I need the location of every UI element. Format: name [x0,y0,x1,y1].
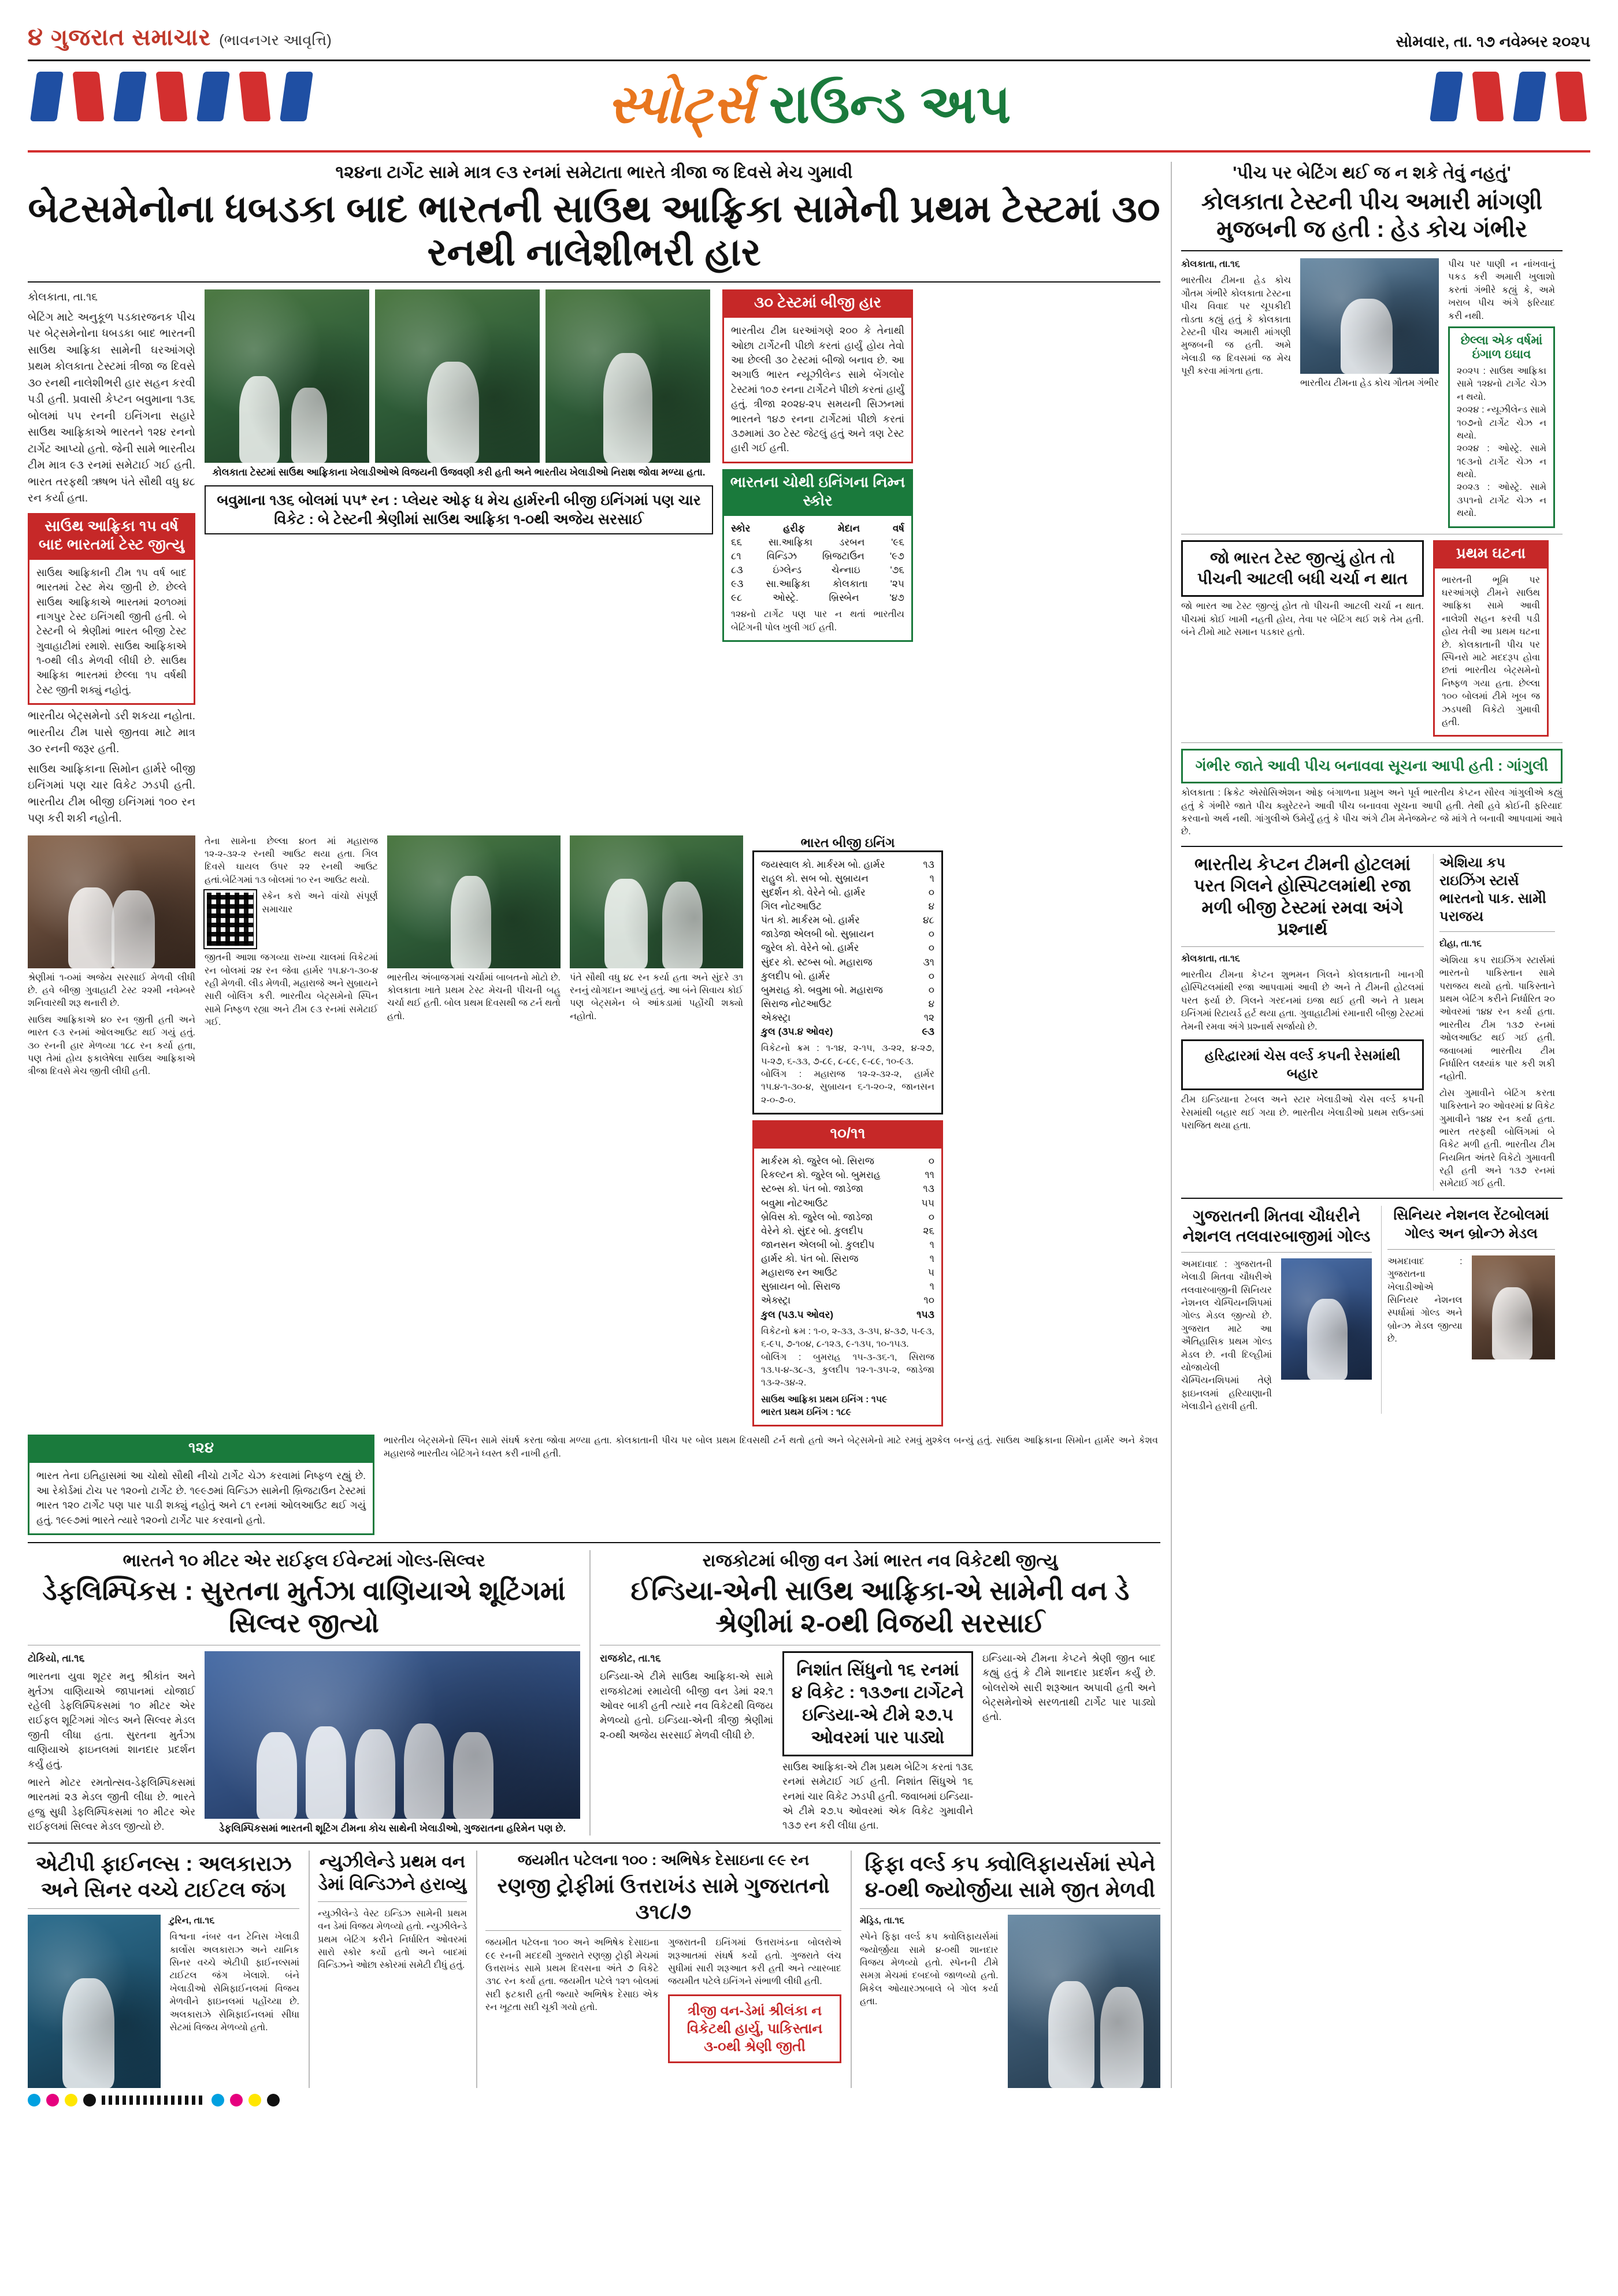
nz-body: ન્યુઝીલેન્ડે વેસ્ટ ઇન્ડિઝ સામેની પ્રથમ વન ડેમાં વિજય મેળવ્યો હતો. ન્યુઝીલેન્ડે પ્રથમ બેટિંગ કરીને નિર્ધારિત ઓવરમાં સારો સ્કોર કર્યો હતો અને બાદમાં વિન્ડિઝને ઓછા સ્કોરમાં સમેટી દીધું હતું. [318,1908,467,1971]
right-column [1171,162,1563,2088]
scorecard-row: ગિલ નોટઆઉટ ૪ [761,901,934,912]
scorecard-row: જાડેજા એલબી બો. સુબ્રાયન ૦ [761,928,934,940]
lead-photo-caption-2: કોલકાતા ટેસ્ટમાં સાઉથ આફ્રિકાના ખેલાડીઓએ વિજયની ઉજવણી કરી હતી અને ભારતીય ખેલાડીઓ નિરાશ જોવા મળ્યા હતા. [212,467,706,478]
lead-dateline: કોલકાતા, તા.૧૬ [28,291,98,304]
table-header-row [731,522,904,536]
photo-fencer [1281,1258,1372,1380]
lead-photo-pitch-col [387,835,561,1427]
page-content [28,162,1590,2088]
lead-story [28,162,1160,1535]
banner-word-roundup: રાઉન્ડ અપ [769,75,1011,134]
sindhu-box [782,1651,973,1756]
india-bowling: બોલિંગ : મહારાજ ૧૨-૨-૩૨-૨, હાર્મર ૧૫.૪-૧-૩૦-૪, સુબ્રાયન ૬-૧-૨૦-૨, જાનસન ૨-૦-૭-૦. [761,1069,934,1105]
date-line: સોમવાર, તા. ૧૭ નવેમ્બર ૨૦૨૫ [1396,33,1590,50]
scorecard-row: જાનસન એલબી બો. કુલદીપ ૧ [761,1239,934,1250]
rajkot-dateline: રાજકોટ, તા.૧૬ [600,1652,661,1664]
col-venue: મેદાન [837,522,860,534]
senior-body: અમદાવાદ : ગુજરાતના ખેલાડીઓએ સિનિયર નેશનલ સ્પર્ધામાં ગોલ્ડ અને બ્રોન્ઝ મેડલ જીત્યા છે. [1387,1256,1463,1344]
india-second-innings-card [752,850,943,1115]
score-box [722,316,913,463]
gill-headline: ભારતીય કેપ્ટન ટીમની હોટલમાં પરત ગિલને હોસ્પિટલમાંથી રજા મળી બીજી ટેસ્ટમાં રમવા અંગે પ્રશ્નાર્થ [1193,855,1412,939]
ganguly-body: કોલકાતા : ક્રિકેટ એસોસિએશન ઓફ બંગાળના પ્રમુખ અને પૂર્વ ભારતીય કેપ્ટન સૌરવ ગાંગુલીએ કહ્યું હતું કે ગંભીરે જાતે પીચ ક્યુરેટરને આવી પીચ બનાવવા સૂચના આપી હતી. તેથી હવે કોઈની ફરિયાદ કરવાનો અર્થ નથી. ગાંગુલીએ ઉમેર્યું હતું કે પીચ અંગે ટીમ મેનેજમેન્ટ જે માંગે તે બનાવી આપવામાં આવે છે. [1181,788,1563,837]
paper-name: ગુજરાત સમાચાર [51,25,211,50]
india-fow: વિકેટનો ક્રમ : ૧-૧૪, ૨-૧૫, ૩-૨૨, ૪-૨૭, ૫-૨૭, ૬-૩૩, ૭-૮૯, ૮-૮૯, ૯-૮૯, ૧૦-૯૩. [761,1043,934,1067]
chess-box [1181,1039,1424,1090]
sa-win-box [28,558,195,705]
rajkot-body: ઇન્ડિયા-એ ટીમે સાઉથ આફ્રિકા-એ સામે રાજકોટમાં રમાયેલી બીજી વન ડેમાં ૨૨.૧ ઓવર બાકી હતી ત્યારે નવ વિકેટથી વિજય મેળવ્યો હતો. ઇન્ડિયા-એની ત્રીજી શ્રેણીમાં ૨-૦થી અજેય સરસાઈ મેળવી લીધી છે. [600,1670,773,1741]
lead-score-col [722,289,913,827]
ganguly-headline: ગંભીર જાતે આવી પીચ બનાવવા સૂચના આપી હતી : ગાંગુલી [1195,757,1549,775]
athlete-icon [1472,72,1504,121]
ranji-body-extra: ગુજરાતની ઇનિંગમાં ઉત્તરાખંડના બોલરોએ શરૂઆતમાં સંઘર્ષ કર્યો હતો. ગુજરાતે લંચ સુધીમાં સારી શરૂઆત કરી હતી અને ત્યારબાદ જયમીત પટેલે ઇનિંગને સંભાળી લીધી હતી. [668,1938,841,1987]
nz-story [309,1851,467,2088]
last-year-row: ૨૦૨૫ : સાઉથ આફ્રિકા સામે ૧૨૪નો ટાર્ગેટ ચેઝ ન થયો. [1457,366,1546,402]
pitch-dateline: કોલકાતા, તા.૧૬ [1181,259,1240,269]
score-box-body: ભારતીય ટીમ ઘરઆંગણે ૨૦૦ કે તેનાથી ઓછા ટાર્ગેટની પીછો કરતાં હાર્યું હોય તેવો આ છેલ્લી ૩૦ ટેસ્ટમાં બીજો બનાવ છે. આ અગાઉ ભારત ન્યૂઝીલેન્ડ સામે બેંગલોર ટેસ્ટમાં ૧૦૭ રનના ટાર્ગેટને પીછો કરતાં હાર્યું હતું. ત્રીજા ૨૦૨૪-૨૫ સમયની સિઝનમાં ભારતને ૧૪૭ રનના ટાર્ગેટમાં પીછો કરતાં ૩૭મામાં ૩૦ ટેસ્ટ જેટલું હતું અને ત્રણ ટેસ્ટ હારી ગઈ હતી. [731,325,904,454]
fencing-row [1181,1206,1563,1414]
pitch-headline: કોલકાતા ટેસ્ટની પીચ અમારી માંગણી મુજબની જ હતી : હેડ કોચ ગંભીર [1201,189,1543,242]
masthead-left [28,23,332,51]
atp-dateline: ટુરિન, તા.૧૬ [169,1915,215,1926]
score-box-title: ૩૦ ટેસ્ટમાં બીજી હાર [722,289,913,316]
scorecard-row: બુમરાહ કો. બવુમા બો. મહારાજ ૦ [761,984,934,995]
athlete-icon [196,72,230,121]
col-opponent: હરીફ [783,522,806,534]
ranji-kicker: જયમીત પટેલના ૧૦૦ : અભિષેક દેસાઇના ૯૯ રન [517,1851,810,1868]
if-won-headline: જો ભારત ટેસ્ટ જીત્યું હોત તો પીચની આટલી બધી ચર્ચા ન થાત [1197,548,1408,588]
lead-body-1: બેટિંગ માટે અનુકૂળ પડકારજનક પીચ પર બેટ્સમેનોના ધબડકા બાદ ભારતની સાઉથ આફ્રિકા સામેની ઘરઆંગણે પ્રથમ કોલકાતા ટેસ્ટમાં ત્રીજા જ દિવસે ૩૦ રનથી નાલેશીભરી હાર સહન કરવી પડી હતી. પ્રવાસી કેપ્ટન બવુમાના ૧૩૬ બોલમાં ૫૫ રનની ઇનિંગના સહારે સાઉથ આફ્રિકાએ ભારતને ૧૨૪ રનનો ટાર્ગેટ આપ્યો હતો. જેની સામે ભારતીય ટીમ માત્ર ૯૩ રનમાં સમેટાઈ ગઈ હતી. ભારત તરફથી ઋષભ પંતે સૌથી વધુ ૪૮ રન કર્યા હતા. [28,311,195,505]
fencing-story [1181,1206,1372,1414]
ganguly-box [1181,749,1563,783]
fifa-body: સ્પેને ફિફા વર્લ્ડ કપ ક્વોલિફાયર્સમાં જ્યોર્જીયા સામે ૪-૦થી શાનદાર વિજય મેળવ્યો હતો. સ્પેનની ટીમે સમગ્ર મેચમાં દબદબો જાળવ્યો હતો. મિકેલ ઓયારઝાબાલે બે ગોલ કર્યા હતા. [860,1932,999,2007]
prathm-ghatna-box [1433,567,1549,737]
asia-body: એશિયા કપ રાઇઝિંગ સ્ટાર્સમાં ભારતનો પાકિસ્તાન સામે પરાજય થયો હતો. પાકિસ્તાને પ્રથમ બેટિંગ કરીને નિર્ધારિત ૨૦ ઓવરમાં ૧૪૪ રન કર્યા હતા. ભારતીય ટીમ ૧૩૭ રનમાં ઓલઆઉટ થઈ ગઈ હતી. જવાબમાં ભારતીય ટીમ નિર્ધારિત લક્ષ્યાંક પાર કરી શકી નહોતી. [1439,955,1555,1082]
ranji-body: જયમીત પટેલના ૧૦૦ અને અભિષેક દેસાઇના ૯૯ રનની મદદથી ગુજરાતે રણજી ટ્રોફી મેચમાં ઉત્તરાખંડ સામે પ્રથમ દિવસના અંતે ૭ વિકેટે ૩૧૮ રન કર્યા હતા. જયમીત પટેલે ૧૨૧ બોલમાં સદી ફટકારી હતી જ્યારે અભિષેક દેસાઇ એક રન ખૂટતા સદી ચૂકી ગયો હતો. [485,1938,659,2013]
scorecard-total-row: કુલ (૫૩.૫ ઓવર) ૧૫૩ [761,1309,934,1320]
rajkot-headline: ઈન્ડિયા-એની સાઉથ આફ્રિકા-એ સામેની વન ડે શ્રેણીમાં ૨-૦થી વિજયી સરસાઈ [630,1576,1130,1638]
if-won-box [1181,540,1424,597]
masthead [28,23,1590,61]
asia-cup-story [1433,854,1555,1191]
if-won-body: જો ભારત આ ટેસ્ટ જીત્યું હોત તો પીચની આટલી ચર્ચા ન થાત. પીચમાં કોઈ ખામી નહતી હોય, તેવા પર બેટિંગ થઈ શકે તેમ હતી. બંને ટીમો માટે સમાન પડકાર હતો. [1181,601,1424,638]
scorecard-row: એક્સ્ટ્રા ૧૦ [761,1295,934,1306]
sindhu-headline: નિશાંત સિંધુનો ૧૬ રનમાં ૪ વિકેટ : ૧૩૭ના ટાર્ગેટને ઇન્ડિયા-એ ટીમે ૨૭.૫ ઓવરમાં પાર પાડ્યો [792,1660,964,1747]
col-year: વર્ષ [892,522,904,534]
asia-body-2: ટોસ ગુમાવીને બેટિંગ કરતા પાકિસ્તાને ૨૦ ઓવરમાં ૪ વિકેટ ગુમાવીને ૧૪૪ રન કર્યા હતા. ભારત તરફથી બોલિંગમાં બે વિકેટ મળી હતી. ભારતીય ટીમ નિયમિત અંતરે વિકેટો ગુમાવતી રહી હતી અને ૧૩૭ રનમાં સમેટાઈ ગઈ હતી. [1439,1088,1555,1189]
fourth-innings-note: ૧૨૪નો ટાર્ગેટ પણ પાર ન થતાં ભારતીય બેટિંગની પોલ ખુલી ગઈ હતી. [731,610,904,633]
scorecard-row: એક્સ્ટ્રા ૧૨ [761,1012,934,1024]
lead-photo-celebration [205,289,369,463]
scorecard-row: બ્રેવિસ કો. જુરેલ બો. જાડેજા ૦ [761,1211,934,1223]
lead-photo-strip [205,289,713,827]
page-number: ૪ [28,23,43,50]
asia-headline: એશિયા કપ રાઇઝિંગ સ્ટાર્સ ભારતનો પાક. સામેી પરાજય [1439,855,1546,925]
target-box-wrap [28,1435,374,1535]
rajkot-extra: ઇન્ડિયા-એ ટીમના કેપ્ટને શ્રેણી જીત બાદ કહ્યું હતું કે ટીમે શાનદાર પ્રદર્શન કર્યું છે. બોલરોએ સારી શરૂઆત અપાવી હતી અને બેટ્સમેનોએ સરળતાથી ટાર્ગેટ પાર પાડ્યો હતો. [982,1652,1156,1723]
pitch-body: ભારતીય ટીમના હેડ કોચ ગૌતમ ગંભીરે કોલકાતા ટેસ્ટના પીચ વિવાદ પર ચૂપકીદી તોડતા કહ્યું હતું કે કોલકાતા ટેસ્ટની પીચ અમારી માંગણી મુજબની જ હતી. અમે ખેલાડી જ દિવસમાં જ મેચ પૂરી કરવા માંગતા હતા. [1181,276,1291,377]
fifa-story [851,1851,1160,2088]
sa-second-innings-card [752,1147,943,1426]
sa-bowling: બોલિંગ : બુમરાહ ૧૫-૩-૩૬-૧, સિરાજ ૧૩.૫-૪-૩૮-૩, કુલદીપ ૧૨-૧-૩૫-૨, જાડેજા ૧૩-૨-૩૪-૨. [761,1352,934,1388]
photo-football [1008,1915,1160,2088]
hug-caption-2: સાઉથ આફ્રિકાએ ૪૦ રન જીતી હતી અને ભારત ૯૩ રનમાં ઓલઆઉટ થઈ ગયું હતું. ૩૦ રનની હાર મેળવ્યા ૧૮૮ રન કર્યા હતા, પણ તેમાં હોય ફકાલેષેલા સાઉથ આફ્રિકાએ ત્રીજા દિવસે મેચ જીતી લીધી હતી. [28,1015,195,1077]
photo-tennis [28,1915,161,2088]
fifa-dateline: મેડ્રિડ, તા.૧૬ [860,1915,905,1926]
sindhu-body: સાઉથ આફ્રિકા-એ ટીમ પ્રથમ બેટિંગ કરતાં ૧૩૬ રનમાં સમેટાઈ ગઈ હતી. નિશાંત સિંધુએ ૧૬ રનમાં ચાર વિકેટ ઝડપી હતી. જવાબમાં ઇન્ડિયા-એ ટીમે ૨૭.૫ ઓવરમાં એક વિકેટ ગુમાવીને ૧૩૭ રન કરી લીધા હતા. [782,1760,973,1831]
target-box [28,1461,374,1535]
fourth-innings-table [722,514,913,642]
reg-dot-yellow [248,2094,261,2106]
reg-dot-black [267,2094,280,2106]
photo-bowler [387,835,561,968]
athlete-icon [1430,72,1463,121]
athlete-icon [155,72,187,121]
lead-scorecards-col [752,835,943,1427]
lead-photo-pant-col [570,835,743,1427]
pitch-quote-kicker: 'પીચ પર બેટિંગ થઈ જ ન શકે તેવું નહતું' [1233,164,1511,183]
scorecard-row: રાહુલ કો. સબ બો. સુબ્રાયન ૧ [761,872,934,884]
reg-dot-cyan [28,2094,40,2106]
lead-body-2: ભારતીય બેટ્સમેનો ડરી શકયા નહોતા. ભારતીય ટીમ પાસે જીતવા માટે માત્ર ૩૦ રનની જરૂર હતી. [28,710,195,756]
lead-photo-caption-1: બવુમાના ૧૩૬ બોલમાં ૫૫* રન : પ્લેયર ઓફ ધ મેચ હાર્મરની બીજી ઇનિંગમાં પણ ચાર વિકેટ : બે ટેસ્ટની શ્રેણીમાં સાઉથ આફ્રિકા ૧-૦થી અજેય સરસાઈ [205,485,713,534]
athlete-icon [239,72,270,121]
sa-innings-title: ૧૦/૧૧ [752,1120,943,1147]
gill-story [1181,854,1424,1191]
athlete-icon [280,72,313,121]
table-row: ૮૧ વિન્ડિઝ બ્રિજટાઉન '૯૭ [731,550,904,562]
scorecard-row: સિરાજ નોટઆઉટ ૪ [761,998,934,1009]
scorecard-total-row: કુલ (૩૫.૪ ઓવર) ૯૩ [761,1026,934,1038]
senior-headline: સિનિયર નેશનલ રેંટબોલમાં ગોલ્ડ અન બ્રોન્ઝ મેડલ [1393,1206,1549,1242]
shooting-body: ભારતના યુવા શૂટર મનુ શ્રીકાંત અને મુર્તઝા વાણિયાએ જાપાનમાં યોજાઈ રહેલી ડેફલિમ્પિકસમાં ૧૦ મીટર એર રાઈફલ શૂટિંગમાં ગોલ્ડ અને સિલ્વર મેડલ જીતી લીધા હતા. સુરતના મુર્તઝા વાણિયાએ ફાઇનલમાં શાનદાર પ્રદર્શન કર્યું હતું. [28,1670,195,1770]
lead-photo-batsman [545,289,710,463]
shooting-dateline: ટોકિયો, તા.૧૬ [28,1652,85,1664]
atp-body: વિશ્વના નંબર વન ટેનિસ ખેલાડી કાર્લોસ અલકારાઝ અને યાનિક સિનર વચ્ચે એટીપી ફાઈનલ્સમાં ટાઈટલ જંગ ખેલાશે. બંને ખેલાડીઓ સેમિફાઈનલમાં વિજય મેળવીને ફાઇનલમાં પહોંચ્યા છે. અલકારાઝે સેમિફાઈનલમાં સીધા સેટમાં વિજય મેળવ્યો હતો. [169,1932,299,2033]
sports-banner [28,61,1590,153]
scorecard-row: સુબ્રાયન બો. સિરાજ ૧ [761,1281,934,1292]
shooting-photo-caption: ડેફલિમ્પિકસમાં ભારતની શૂટિંગ ટીમના કોચ સાથેની ખેલાડીઓ, ગુજરાતના હરિમેન પણ છે. [218,1822,566,1834]
lead-body-3: સાઉથ આફ્રિકાના સિમોન હાર્મરે બીજી ઇનિંગમાં પણ ચાર વિકેટ ઝડપી હતી. ભારતીય ટીમ બીજી ઇનિંગમાં ૧૦૦ રન પણ કરી શકી નહોતી. [28,763,195,825]
pitch-side-body: પીચ પર પાણી ન નાંખવાનું પકડ કરી અમારી ખુલાશો કરતાં ગંભીરે કહ્યું કે, અમે ખરાબ પીચ અંગે ફરિયાદ કરી નથી. [1448,259,1555,321]
scorecard-row: સુદર્શન કો. વેરેને બો. હાર્મર ૦ [761,886,934,898]
table-row: ૯૩ સા.આફ્રિકા કોલકાતા '૨૫ [731,578,904,590]
prathm-ghatna-body: ભારતની ભૂમિ પર ઘરઆંગણે ટીમને સાઉથ આફ્રિકા સામે આવી નાલેશી સહન કરવી પડી હોય તેવી આ પ્રથમ ઘટના છે. કોલકાતાની પીચ પર સ્પિનરો માટે મદદરૂપ હોવા છતાં ભારતીય બેટ્સમેનો નિષ્ફળ ગયા હતા. છેલ્લા ૧૦૦ બોલમાં ટીમે ખૂબ જ ઝડપથી વિકેટો ગુમાવી હતી. [1442,575,1540,727]
chess-headline: હરિદ્વારમાં ચેસ વર્લ્ડ કપની રેસમાંથી બહાર [1204,1048,1401,1082]
qr-body: જીતની આશા જગવ્યા રાખ્યા ચાલમાં વિકેટમાં રન બોલમાં ૨૪ રન જેવા હાર્મર ૧૫.૪-૧-૩૦-૪ રહી મેળવી. લીડ મેળવી, મહારાજે અને સુબ્રાયને સારી બોલિંગ કરી. ભારતીય બેટ્સમેનો સ્પિન સામે નિષ્ફળ રહ્યા અને ટીમ ૯૩ રનમાં સમેટાઈ ગઈ. [205,953,378,1028]
pitch-text: ભારતીય અંબાજગમાં ચર્ચામાં બાબતનો મોટો છે. કોલકાતા ખાતે પ્રથમ ટેસ્ટ મેચની પીચની બહુ ચર્ચા થઈ હતી. બોલ પ્રથમ દિવસથી જ ટર્ન થતો હતો. [387,972,561,1021]
scorecard-row: સ્ટબ્સ કો. પંત બો. જાડેજા ૧૩ [761,1183,934,1195]
photo-coach-hug [28,835,195,968]
last-year-row: ૨૦૨૪ : ન્યૂઝીલેન્ડ સામે ૧૦૭નો ટાર્ગેટ ચેઝ ન થયો. [1457,405,1546,441]
scorecard-row: જયસ્વાલ કો. માર્કરમ બો. હાર્મર ૧૩ [761,859,934,870]
fifa-headline: ફિફા વર્લ્ડ કપ ક્વોલિફાયર્સમાં સ્પેને ૪-૦થી જ્યોર્જીયા સામે જીત મેળવી [864,1851,1156,1901]
lead-qr-col [205,835,378,1427]
color-registration-bar [28,2094,1590,2106]
athlete-icon [113,72,147,121]
sa-win-box-body: સાઉથ આફ્રિકાની ટીમ ૧૫ વર્ષ બાદ ભારતમાં ટેસ્ટ મેચ જીતી છે. છેલ્લે સાઉથ આફ્રિકાએ ભારતમાં ૨૦૧૦માં નાગપુર ટેસ્ટ ઇનિંગથી જીતી હતી. બે ટેસ્ટની બે શ્રેણીમાં ભારત બીજી ટેસ્ટ ગુવાહાટીમાં રમાશે. સાઉથ આફ્રિકાએ ૧-૦થી લીડ મેળવી લીધી છે. સાઉથ આફ્રિકા ભારતમાં છેલ્લા ૧૫ વર્ષથી ટેસ્ટ જીતી શક્યું નહોતું. [36,566,187,696]
scorecard-row: હાર્મર કો. પંત બો. સિરાજ ૧ [761,1253,934,1265]
reg-dot-yellow [65,2094,77,2106]
bottom-row [28,1851,1160,2088]
last-year-row: ૨૦૨૩ : ઓસ્ટ્રે. સામે ૩૫૧નો ટાર્ગેટ ચેઝ ન થયો. [1457,482,1546,519]
india-second-innings-title: ભારત બીજી ઇનિંગ [800,835,895,850]
table-row: ૯૮ ઓસ્ટ્રે. બ્રિસ્બેન '૪૭ [731,592,904,604]
gambhir-photo-caption: ભારતીય ટીમના હેડ કોચ ગૌતમ ગંભીર [1300,378,1439,388]
athlete-icon [1513,72,1546,121]
chess-body: ટીમ ઇન્ડિયાના ટેબલ અને સ્ટાર ખેલાડીઓ ચેસ વર્લ્ડ કપની રેસમાંથી બહાર થઈ ગયા છે. ભારતીય ખેલાડીઓ પ્રથમ રાઉન્ડમાં પરાજિત થયા હતા. [1181,1095,1424,1131]
lead-text-col [28,289,195,827]
atp-headline: એટીપી ફાઈનલ્સ : અલકારાઝ અને સિનર વચ્ચે ટાઈટલ જંગ [35,1851,292,1901]
reg-dot-cyan [211,2094,224,2106]
senior-national-story [1381,1206,1555,1414]
photo-batting-pair [570,835,743,968]
target-row [28,1435,1160,1535]
ranji-box: ત્રીજી વન-ડેમાં શ્રીલંકા ન વિકેટથી હાર્યુ, પાકિસ્તાન ૩-૦થી શ્રેણી જીતી [686,2003,823,2055]
table-row: ૬૬ સા.આફ્રિકા ડરબન '૯૬ [731,536,904,548]
scorecard-row: જુરેલ કો. વેરેને બો. હાર્મર ૦ [761,942,934,954]
shooting-body-2: ભારતે મોટર રમતોત્સવ-ડેફલિમ્પિકસમાં ભારતમાં ૨૩ મેડલ જીતી લીધા છે. ભારતે હજુ સુધી ડેફલિમ્પિકસમાં ૧૦ મીટર એર રાઈફલમાં સિલ્વર મેડલ જીત્યો છે. [28,1776,195,1832]
main-columns [28,162,1160,2088]
gill-asia-row [1181,854,1563,1191]
ranji-headline: રણજી ટ્રોફીમાં ઉત્તરાખંડ સામે ગુજરાતનો ૩૧૮/૭ [497,1874,830,1924]
nz-headline: ન્યુઝીલેન્ડે પ્રથમ વન ડેમાં વિન્ડિઝને હરાવ્યુ [318,1852,467,1894]
scorecard-row: માર્કરમ કો. જુરેલ બો. સિરાજ ૦ [761,1156,934,1167]
india-first-innings: ભારત પ્રથમ ઇનિંગ : ૧૮૯ [761,1407,852,1418]
lead-top-row [28,289,1160,827]
mid-row [28,1550,1160,1836]
shooting-story [28,1550,580,1836]
fourth-innings-title: ભારતના ચોથી ઇનિંગના નિમ્ન સ્કોર [722,469,913,514]
rajkot-story [589,1550,1160,1836]
photo-gambhir [1300,258,1439,374]
target-box-body: ભારત તેના ઇતિહાસમાં આ ચોથો સૌથી નીચો ટાર્ગેટ ચેઝ કરવામાં નિષ્ફળ રહ્યું છે. આ રેકોર્ડમાં ટોચ પર ૧૨૦નો ટાર્ગેટ છે. ૧૯૯૭માં વિન્ડિઝ સામેની બ્રિજટાઉન ટેસ્ટમાં ભારત ૧૨૦ ટાર્ગેટ પણ પાર પાડી શક્યું નહોતું અને ૮૧ રનમાં ઓલઆઉટ થઈ ગયું હતું. ૧૯૯૭માં ભારતે ત્યારે ૧૨૦નો ટાર્ગેટ પાર કરવાનો હતો. [36,1470,366,1526]
target-row-filler [384,1435,1158,1535]
gill-dateline: કોલકાતા, તા.૧૬ [1181,953,1240,964]
prathm-ghatna-title: પ્રથમ ઘટના [1433,540,1549,567]
reg-dot-magenta [230,2094,243,2106]
target-box-title: ૧૨૪ [28,1435,374,1461]
lead-second-row [28,835,1160,1427]
hug-caption: શ્રેણીમાં ૧-૦માં અજેય સરસાઈ મેળવી લીધી છે. હવે બીજી ગુવાહાટી ટેસ્ટ ૨૨મી નવેમ્બરે શનિવારથી શરૂ થનારી છે. [28,972,195,1009]
qr-story-text: તેના સામેના છેલ્લા ૪૦ત માં મહારાજ ૧૨-૨-૩૨-૨ રનથી આઉટ થયા હતા. ગિલ દિવસે ઘાયલ ઉપર ૨૨ રનથી આઉટ હતાં.બેટિંગમાં ૧૩ બોલમાં ૧૦ રન આઉટ થયો. [205,836,378,885]
shooting-headline: ડેફલિમ્પિકસ : સુરતના મુર્તઝા વાણિયાએ શૂટિંગમાં સિલ્વર જીત્યો [42,1576,566,1638]
col-score: સ્કોર [731,522,751,534]
atp-story [28,1851,299,2088]
athlete-icon [30,72,64,121]
sa-first-innings: સાઉથ આફ્રિકા પ્રથમ ઇનિંગ : ૧૫૯ [761,1394,888,1405]
scorecard-row: મહારાજ રન આઉટ ૫ [761,1267,934,1279]
athlete-icon [1555,72,1587,121]
fencing-headline: ગુજરાતની મિતવા ચૌધરીને નેશનલ તલવારબાજીમાં ગોલ્ડ [1182,1206,1371,1245]
qr-label: સ્કેન કરો અને વાંચો સંપૂર્ણ સમાચાર [262,891,378,915]
lead-photo-dejection [375,289,540,463]
last-year-title: છેલ્લા એક વર્ષમાં ઇંગાળ ઇઘાવ [1460,333,1543,361]
sa-fow: વિકેટનો ક્રમ : ૧-૦, ૨-૩૩, ૩-૩૫, ૪-૩૭, ૫-૯૩, ૬-૯૫, ૭-૧૦૪, ૮-૧૨૩, ૯-૧૩૫, ૧૦-૧૫૩. [761,1326,934,1350]
scorecard-row: કુલદીપ બો. હાર્મર ૦ [761,970,934,982]
athlete-icon [72,72,104,121]
qr-code[interactable] [205,890,256,948]
ranji-story [476,1851,841,2088]
if-won-row [1181,540,1563,737]
photo-shooting-team [205,1651,580,1819]
banner-word-sports: સ્પોર્ટ્સ [607,75,755,134]
reg-dot-black [83,2094,96,2106]
table-row: ૮૩ ઇંગ્લેન્ડ ચેન્નાઇ '૭૬ [731,564,904,576]
sa-win-box-title: સાઉથ આફ્રિકા ૧૫ વર્ષ બાદ ભારતમાં ટેસ્ટ જીત્યુ [28,513,195,558]
scorecard-row: વેરેને કો. સુંદર બો. કુલદીપ ૨૬ [761,1225,934,1236]
last-year-row: ૨૦૨૪ : ઓસ્ટ્રે. સામે ૧૯૩નો ટાર્ગેટ ચેઝ ન થયો. [1457,444,1546,480]
scorecard-row: બવુમા નોટઆઉટ ૫૫ [761,1197,934,1209]
misc-column-text: ભારતીય બેટ્સમેનો સ્પિન સામે સંઘર્ષ કરતા જોવા મળ્યા હતા. કોલકાતાની પીચ પર બોલ પ્રથમ દિવસથી ટર્ન થતો હતો અને બેટ્સમેનો માટે રમવું મુશ્કેલ બન્યું હતું. સાઉથ આફ્રિકાના સિમોન હાર્મર અને કેશવ મહારાજે ભારતીય બેટિંગને ધ્વસ્ત કરી નાખી હતી. [384,1436,1158,1459]
fencing-body: અમદાવાદ : ગુજરાતની ખેલાડી મિતવા ચૌધરીએ તલવારબાજીની સિનિયર નેશનલ ચેમ્પિયનશિપમાં ગોલ્ડ મેડલ જીત્યો છે. ગુજરાત માટે આ ઐતિહાસિક પ્રથમ ગોલ્ડ મેડલ છે. નવી દિલ્હીમાં યોજાયેલી ચેમ્પિયનશિપમાં તેણે ફાઇનલમાં હરિયાણાની ખેલાડીને હરાવી હતી. [1181,1259,1272,1412]
reg-dot-magenta [46,2094,59,2106]
pant-text: પંતે સૌથી વધુ ૪૮ રન કર્યા હતા અને સુંદરે ૩૧ રનનું યોગદાન આપ્યું હતું. આ બંને સિવાય કોઈ પણ બેટ્સમેન બે આંકડામાં પહોંચી શક્યો નહોતો. [570,972,743,1021]
lead-kicker: ૧૨૪ના ટાર્ગેટ સામે માત્ર ૯૩ રનમાં સમેટાતા ભારતે ત્રીજા જ દિવસે મેચ ગુમાવી [335,163,853,182]
scorecard-row: પંત કો. માર્કરમ બો. હાર્મર ૪૮ [761,915,934,926]
scorecard-row: સુંદર કો. સ્ટબ્સ બો. મહારાજ ૩૧ [761,956,934,968]
banner-title [607,75,1011,134]
lead-photo-hug-col [28,835,195,1427]
photo-medalists [1472,1255,1555,1359]
edition-label: (ભાવનગર આવૃત્તિ) [219,31,332,49]
reg-bar-strip [102,2096,206,2105]
gill-body: ભારતીય ટીમના કેપ્ટન શુભમન ગિલને કોલકાતાની ખાનગી હોસ્પિટલમાંથી રજા આપવામાં આવી છે અને તે ટીમની હોટલમાં પરત ફર્યા છે. ગિલને ગરદનમાં ઇજા થઈ હતી અને તે પ્રથમ ઇનિંગમાં રિટાયર્ડ હર્ટ થયા હતા. ગુવાહાટીમાં રમાનારી બીજી ટેસ્ટમાં તેમની રમવા અંગે પ્રશ્નાર્થ સર્જાયો છે. [1181,970,1424,1032]
scorecard-row: રિકલ્ટન કો. જુરેલ બો. બુમરાહ ૧૧ [761,1169,934,1181]
lead-headline: બેટસમેનોના ધબડકા બાદ ભારતની સાઉથ આફ્રિકા સામેની પ્રથમ ટેસ્ટમાં ૩૦ રનથી નાલેશીભરી હાર [28,187,1160,274]
athlete-silhouettes-right [1433,72,1584,121]
pitch-row [1181,258,1563,528]
shooting-kicker: ભારતને ૧૦ મીટર એર રાઈફલ ઈવેન્ટમાં ગોલ્ડ-સિલ્વર [123,1551,485,1570]
asia-dateline: દોહા, તા.૧૬ [1439,939,1482,949]
rajkot-kicker: રાજકોટમાં બીજી વન ડેમાં ભારત નવ વિકેટથી જીત્યુ [702,1551,1058,1570]
athlete-silhouettes-left [34,72,310,121]
last-year-box [1448,326,1555,528]
